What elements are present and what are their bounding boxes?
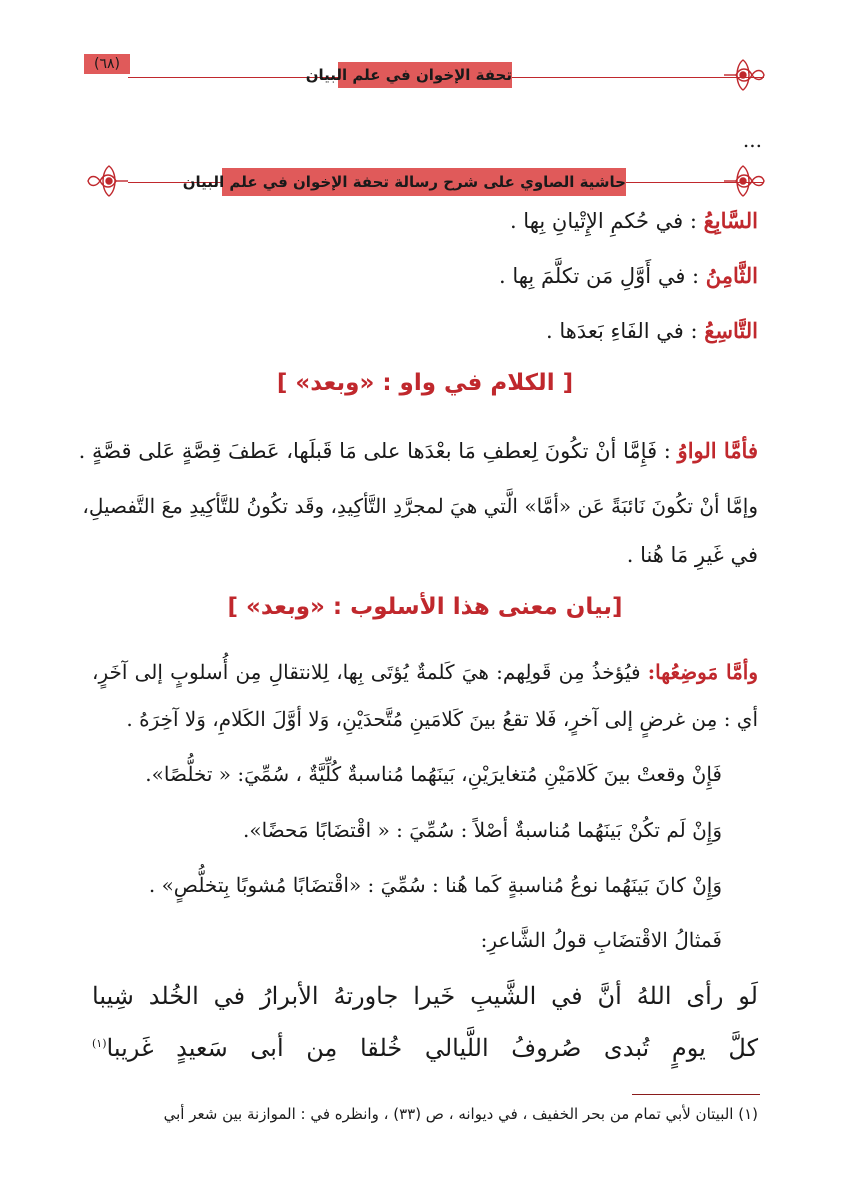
floral-ornament-icon	[86, 162, 132, 200]
list-item	[546, 318, 758, 343]
item-text: : في حُكمِ الإِتْيانِ بِها .	[509, 209, 697, 233]
item-term: السَّابِعُ	[703, 208, 758, 233]
paragraph-line: وإمَّا أنْ تكُونَ نَائبَةً عَن «أمَّا» الَّتي هيَ لمجرَّدِ التَّأكِيدِ، وقَد تكُونُ للتَّأكِيدِ معَ التَّفصيلِ،	[82, 494, 758, 518]
paragraph-text: فيُؤخذُ مِن قَولِهم: هيَ كَلمةٌ يُؤتَى بِها، لِلانتقالِ مِن أُسلوبٍ إلى آخَرٍ،	[92, 660, 641, 684]
list-item	[499, 263, 758, 288]
section-label: حاشية الصاوي على شرح رسالة تحفة الإخوان في علم البيان	[222, 168, 626, 196]
section-heading: [ الكلام في واو : «وبعد» ]	[276, 370, 574, 396]
footnote-marker: (١)	[92, 1037, 107, 1050]
item-text: : في الفَاءِ بَعدَها .	[545, 319, 698, 343]
paragraph-text: : فَإِمَّا أنْ تكُونَ لِعطفِ مَا بعْدَها على مَا قَبلَها، عَطفَ قِصَّةٍ عَلى قصَّةٍ .	[78, 439, 671, 463]
floral-ornament-icon	[720, 162, 766, 200]
paragraph-term: وأمَّا مَوضِعُها:	[647, 660, 758, 684]
footnote-separator	[632, 1094, 760, 1095]
case-line: فَإِنْ وقعتْ بينَ كَلامَيْنِ مُتغايرَيْنِ، بَينَهُما مُناسبةٌ كُلِّيَّةٌ ، سُمِّيَ: « تخلُّصًا».	[145, 762, 722, 786]
page-number: (٦٨)	[84, 54, 130, 74]
floral-ornament-icon	[720, 56, 766, 94]
case-line: وَإِنْ لَم تكُنْ بَينَهُما مُناسبةٌ أصْلاً : سُمِّيَ : « اقْتضَابًا مَحضًا».	[242, 818, 722, 842]
verse-line: لَو رأى اللهُ أنَّ في الشَّيبِ خَيرا جاورتهُ الأبرارُ في الخُلد شِيبا	[92, 982, 758, 1010]
ellipsis: ...	[742, 128, 762, 152]
item-term: التَّاسِعُ	[704, 318, 758, 343]
verse-line	[92, 1034, 758, 1062]
paragraph	[79, 438, 758, 463]
list-item	[510, 208, 758, 233]
paragraph-line: في غَيرِ مَا هُنا .	[626, 543, 758, 567]
paragraph-line: أي : مِن غرضٍ إلى آخرٍ، فَلا تقعُ بينَ كَلامَينِ مُتَّحدَيْنِ، وَلا أوَّلَ الكَلامِ، وَلا آخِرَهُ .	[126, 707, 758, 731]
case-line: فَمثالُ الاقْتضَابِ قولُ الشَّاعرِ:	[480, 928, 722, 952]
item-term: الثَّامِنُ	[705, 263, 758, 288]
footnote: (١) البيتان لأبي تمام من بحر الخفيف ، في ديوانه ، ص (٣٣) ، وانظره في : الموازنة بين شعر أبي	[163, 1105, 758, 1123]
verse-text: كلَّ يومٍ تُبدى صُروفُ اللَّيالي خُلقا مِن أبى سَعيدٍ غَريبا	[106, 1034, 758, 1062]
item-text: : في أَوَّلِ مَن تكلَّمَ بِها .	[499, 264, 700, 288]
case-line: وَإِنْ كانَ بَينَهُما نوعُ مُناسبةٍ كَما هُنا : سُمِّيَ : «اقْتضَابًا مُشوبًا بِتخلُّصٍ» .	[148, 873, 722, 897]
paragraph-line	[92, 660, 758, 684]
section-heading: [بيان معنى هذا الأسلوب : «وبعد» ]	[227, 594, 623, 620]
running-title: تحفة الإخوان في علم البيان	[338, 62, 512, 88]
paragraph-term: فأمَّا الواوُ	[677, 438, 758, 463]
